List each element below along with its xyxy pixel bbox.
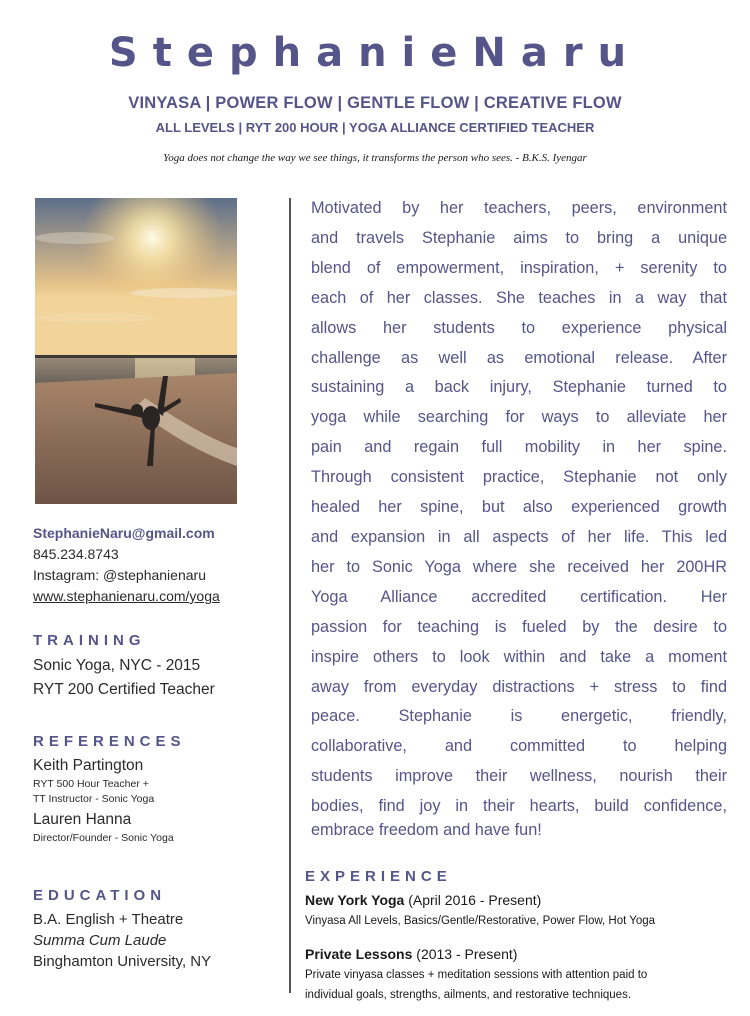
reference-name: Keith Partington (33, 757, 144, 774)
job-title: New York Yoga (305, 892, 405, 908)
yoga-styles: VINYASA | POWER FLOW | GENTLE FLOW | CREATIVE FLOW (128, 94, 622, 112)
job-dates: (2013 - Present) (416, 946, 518, 962)
job-description: Private vinyasa classes + meditation sessions with attention paid to (305, 969, 648, 981)
bio-paragraph (311, 194, 727, 822)
bio-line: Yoga Alliance accredited certification. Her (311, 587, 727, 606)
education-heading: EDUCATION (33, 887, 167, 904)
job-description: individual goals, strengths, ailments, and restorative techniques. (305, 989, 632, 1001)
education-degree: B.A. English + Theatre (33, 911, 184, 928)
training-heading: TRAINING (33, 632, 146, 649)
job-header (305, 890, 735, 911)
bio-line: yoga while searching for ways to alleviate her (311, 408, 727, 427)
reference-name: Lauren Hanna (33, 811, 132, 828)
job-dates: (April 2016 - Present) (408, 892, 542, 908)
contact-info (33, 523, 273, 607)
bio-line: inspire others to look within and take a moment (311, 647, 727, 666)
bio-line: and expansion in all aspects of her life. This led (311, 527, 727, 546)
education-honors: Summa Cum Laude (33, 932, 167, 949)
job-title: Private Lessons (305, 946, 413, 962)
email-link[interactable]: StephanieNaru@gmail.com (33, 525, 215, 541)
website-link[interactable]: www.stephanienaru.com/yoga (33, 588, 220, 604)
column-divider (289, 198, 291, 993)
reference-title: TT Instructor - Sonic Yoga (33, 793, 155, 805)
bio-line: healed her spine, but also experienced growth (311, 498, 727, 517)
bio-line: students improve their wellness, nourish their (311, 767, 727, 786)
bio-line: passion for teaching is fueled by the desire to (311, 617, 727, 636)
references-heading: REFERENCES (33, 733, 186, 750)
training-section (33, 654, 278, 702)
bio-line: peace. Stephanie is energetic, friendly, (311, 707, 727, 726)
quote: Yoga does not change the way we see things, it transforms the person who sees. - B.K.S. Iyengar (163, 152, 587, 164)
bio-line: Through consistent practice, Stephanie not only (311, 468, 727, 487)
education-section (33, 909, 278, 972)
training-line: Sonic Yoga, NYC - 2015 (33, 657, 201, 674)
page-title: StephanieNaru (108, 30, 642, 76)
bio-line: challenge as well as emotional release. After (311, 348, 727, 367)
bio-line: blend of empowerment, inspiration, + serenity to (311, 258, 727, 277)
profile-photo (35, 198, 237, 504)
experience-item (305, 890, 735, 931)
bio-line: Motivated by her teachers, peers, environment (311, 199, 727, 217)
bio-line: away from everyday distractions + stress to find (311, 677, 727, 696)
experience-heading: EXPERIENCE (305, 868, 452, 885)
bio-line: allows her students to experience physical (311, 318, 727, 337)
job-header (305, 944, 735, 965)
bio-last-line: embrace freedom and have fun! (311, 821, 542, 839)
education-school: Binghamton University, NY (33, 953, 212, 970)
bio-line: each of her classes. She teaches in a way that (311, 288, 727, 307)
bio-line: sustaining a back injury, Stephanie turned to (311, 378, 727, 397)
training-line: RYT 200 Certified Teacher (33, 681, 215, 698)
phone-number: 845.234.8743 (33, 546, 119, 562)
bio-line: collaborative, and committed to helping (311, 737, 727, 756)
reference-title: Director/Founder - Sonic Yoga (33, 832, 174, 844)
bio-line: pain and regain full mobility in her spine. (311, 438, 727, 457)
certification-line: ALL LEVELS | RYT 200 HOUR | YOGA ALLIANCE CERTIFIED TEACHER (155, 120, 595, 135)
instagram-handle: Instagram: @stephanienaru (33, 567, 206, 583)
bio-line: and travels Stephanie aims to bring a unique (311, 228, 727, 247)
references-section (33, 755, 278, 846)
bio-line: her to Sonic Yoga where she received her 200HR (311, 557, 727, 576)
bio-line: bodies, find joy in their hearts, build confidence, (311, 797, 727, 816)
reference-title: RYT 500 Hour Teacher + (33, 778, 149, 790)
experience-item (305, 944, 735, 1005)
job-description: Vinyasa All Levels, Basics/Gentle/Restorative, Power Flow, Hot Yoga (305, 915, 656, 927)
